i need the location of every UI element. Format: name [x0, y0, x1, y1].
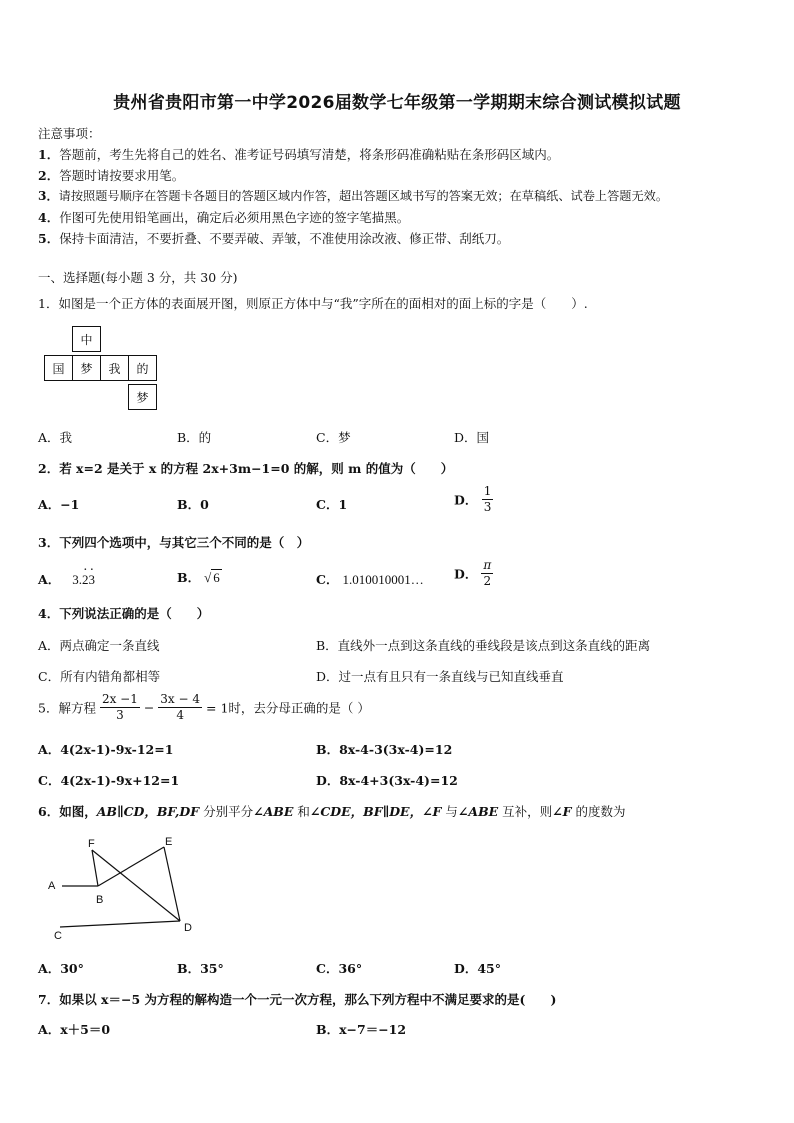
- geometry-figure: [40, 830, 210, 945]
- fraction: $\frac{\pi}{2}$: [483, 558, 492, 588]
- option-c: C．所有内错角都相等: [38, 669, 161, 684]
- notes-header: 注意事项：: [38, 126, 101, 141]
- option-b: B．x−7＝−12: [316, 1022, 407, 1037]
- section-heading: 一、选择题(每小题 3 分，共 30 分): [38, 270, 238, 285]
- segment-be: [98, 847, 164, 886]
- option-c: C．4(2x-1)-9x+12=1: [38, 773, 180, 788]
- option-c: C．梦: [316, 430, 351, 445]
- question-4: 4．下列说法正确的是（ ）: [38, 606, 210, 621]
- option-d: D． $\frac{1}{3}$: [454, 484, 492, 514]
- label-d: D: [184, 922, 192, 934]
- option-d: D．国: [454, 430, 490, 445]
- option-d: D． $\frac{\pi}{2}$: [454, 558, 492, 588]
- option-d: D．过一点有且只有一条直线与已知直线垂直: [316, 669, 564, 684]
- question-2: 2．若 x=2 是关于 x 的方程 2x+3m−1=0 的解，则 m 的值为（ ）: [38, 461, 454, 476]
- net-cell: 的: [128, 355, 157, 381]
- net-cell: 国: [44, 355, 73, 381]
- option-a: A． 3.2 ·3 ·: [38, 570, 95, 588]
- option-b: B． √ 6: [177, 570, 220, 585]
- option-c: C． 1.010010001…: [316, 572, 424, 587]
- option-c: C．1: [316, 497, 348, 512]
- note-item: 5．保持卡面清洁，不要折叠、不要弄破、弄皱，不准使用涂改液、修正带、刮纸刀。: [38, 231, 510, 246]
- net-cell: 我: [100, 355, 129, 381]
- question-6: 6．如图，AB∥CD，BF,DF 分别平分∠ABE 和∠CDE，BF∥DE，∠F 与∠ABE 互补，则∠F 的度数为: [38, 804, 626, 819]
- segment-bf: [92, 850, 98, 886]
- note-item: 1．答题前，考生先将自己的姓名、准考证号码填写清楚，将条形码准确粘贴在条形码区域内。: [38, 147, 560, 162]
- repeating-decimal: 3.2 ·3 ·: [72, 572, 95, 587]
- option-d: D．45°: [454, 961, 501, 976]
- fraction: $\frac{3x - 4}{4}$: [160, 692, 201, 722]
- note-item: 2．答题时请按要求用笔。: [38, 168, 185, 183]
- label-b: B: [96, 894, 104, 906]
- option-b: B．35°: [177, 961, 224, 976]
- note-item: 4．作图可先使用铅笔画出，确定后必须用黑色字迹的签字笔描黑。: [38, 210, 410, 225]
- segment-cd: [60, 921, 180, 927]
- net-cell: 梦: [72, 355, 101, 381]
- question-5: 5．解方程 $\frac{2x -1}{3}$ − $\frac{3x - 4}{4}$ = 1时，去分母正确的是（ ）: [38, 692, 370, 722]
- option-a: A．4(2x-1)-9x-12=1: [38, 742, 174, 757]
- option-b: B．的: [177, 430, 212, 445]
- label-f: F: [88, 838, 95, 850]
- question-1: 1．如图是一个正方体的表面展开图，则原正方体中与“我”字所在的面相对的面上标的字是（ ）.: [38, 296, 588, 311]
- label-a: A: [48, 880, 56, 892]
- option-a: A．−1: [38, 497, 80, 512]
- option-b: B．直线外一点到这条直线的垂线段是该点到这条直线的距离: [316, 638, 651, 653]
- option-a: A．30°: [38, 961, 84, 976]
- page-title: 贵州省贵阳市第一中学2026届数学七年级第一学期期末综合测试模拟试题: [113, 93, 681, 113]
- fraction: $\frac{1}{3}$: [483, 484, 492, 514]
- option-a: A．x＋5＝0: [38, 1022, 111, 1037]
- fraction: $\frac{2x -1}{3}$: [101, 692, 138, 722]
- option-d: D．8x-4+3(3x-4)=12: [316, 773, 458, 788]
- option-c: C．36°: [316, 961, 363, 976]
- net-cell: 梦: [128, 384, 157, 410]
- option-b: B．0: [177, 497, 209, 512]
- option-a: A．两点确定一条直线: [38, 638, 160, 653]
- square-root: √ 6: [204, 570, 220, 585]
- question-3: 3．下列四个选项中，与其它三个不同的是（ ）: [38, 535, 310, 550]
- question-7: 7．如果以 x＝−5 为方程的解构造一个一元一次方程，那么下列方程中不满足要求的是( ): [38, 992, 557, 1007]
- net-cell: 中: [72, 326, 101, 352]
- option-b: B．8x-4-3(3x-4)=12: [316, 742, 453, 757]
- label-e: E: [165, 836, 173, 848]
- label-c: C: [54, 930, 62, 942]
- option-a: A．我: [38, 430, 73, 445]
- note-item: 3．请按照题号顺序在答题卡各题目的答题区域内作答，超出答题区域书写的答案无效；在草稿纸、试卷上答题无效。: [38, 189, 669, 203]
